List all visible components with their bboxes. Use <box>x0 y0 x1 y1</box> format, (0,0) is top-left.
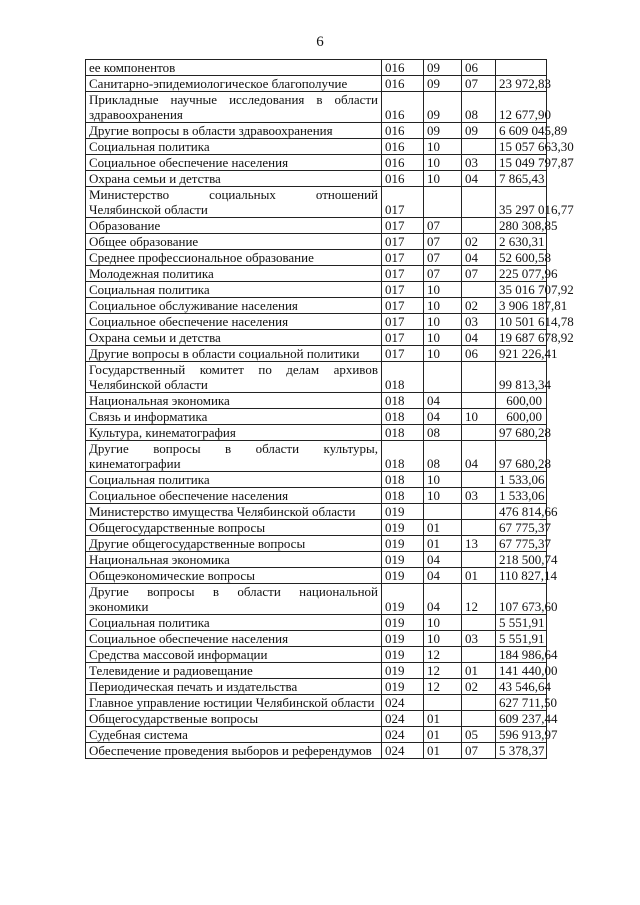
table-row <box>86 123 547 139</box>
table-row <box>86 346 547 362</box>
row-section: 10 <box>424 314 462 330</box>
row-amount: 43 546,64 <box>496 679 547 695</box>
row-code: 019 <box>382 615 424 631</box>
row-subsection: 08 <box>462 92 496 123</box>
table-row <box>86 727 547 743</box>
row-name: Социальная политика <box>86 472 382 488</box>
table-row <box>86 520 547 536</box>
row-name: Социальная политика <box>86 139 382 155</box>
row-section: 07 <box>424 234 462 250</box>
row-amount: 35 016 707,92 <box>496 282 547 298</box>
table-row <box>86 409 547 425</box>
row-amount: 67 775,37 <box>496 520 547 536</box>
row-name: Связь и информатика <box>86 409 382 425</box>
table-row <box>86 647 547 663</box>
row-code: 016 <box>382 76 424 92</box>
table-row <box>86 139 547 155</box>
row-section: 10 <box>424 330 462 346</box>
row-name: Другие общегосударственные вопросы <box>86 536 382 552</box>
row-name: Охрана семьи и детства <box>86 171 382 187</box>
row-section <box>424 187 462 218</box>
row-subsection: 01 <box>462 663 496 679</box>
row-section: 01 <box>424 520 462 536</box>
row-subsection: 09 <box>462 123 496 139</box>
table-row <box>86 743 547 759</box>
row-section: 10 <box>424 155 462 171</box>
row-subsection: 03 <box>462 631 496 647</box>
row-amount: 5 551,91 <box>496 615 547 631</box>
row-name: Социальное обслуживание населения <box>86 298 382 314</box>
row-name: Главное управление юстиции Челябинской области <box>86 695 382 711</box>
row-name: Обеспечение проведения выборов и референдумов <box>86 743 382 759</box>
row-name: Социальное обеспечение населения <box>86 631 382 647</box>
row-amount: 67 775,37 <box>496 536 547 552</box>
row-subsection: 12 <box>462 584 496 615</box>
row-section: 10 <box>424 282 462 298</box>
row-name: Судебная система <box>86 727 382 743</box>
row-section: 09 <box>424 76 462 92</box>
row-amount: 627 711,50 <box>496 695 547 711</box>
row-section: 08 <box>424 441 462 472</box>
table-row <box>86 584 547 615</box>
row-amount: 12 677,90 <box>496 92 547 123</box>
row-code: 018 <box>382 393 424 409</box>
row-name: Молодежная политика <box>86 266 382 282</box>
table-row <box>86 472 547 488</box>
row-code: 019 <box>382 568 424 584</box>
table-row <box>86 298 547 314</box>
row-section: 12 <box>424 647 462 663</box>
row-section: 01 <box>424 743 462 759</box>
row-code: 024 <box>382 711 424 727</box>
table-row <box>86 282 547 298</box>
row-amount: 596 913,97 <box>496 727 547 743</box>
row-section: 09 <box>424 123 462 139</box>
row-subsection: 04 <box>462 330 496 346</box>
row-name: Общегосударственные вопросы <box>86 520 382 536</box>
table-row <box>86 695 547 711</box>
row-subsection: 06 <box>462 60 496 76</box>
row-subsection <box>462 647 496 663</box>
row-amount: 609 237,44 <box>496 711 547 727</box>
row-name: ее компонентов <box>86 60 382 76</box>
row-name: Государственный комитет по делам архивов Челябинской области <box>86 362 382 393</box>
row-amount: 5 378,37 <box>496 743 547 759</box>
row-code: 017 <box>382 187 424 218</box>
row-amount: 99 813,34 <box>496 362 547 393</box>
row-subsection <box>462 218 496 234</box>
row-code: 016 <box>382 92 424 123</box>
row-code: 019 <box>382 536 424 552</box>
row-code: 017 <box>382 234 424 250</box>
row-section: 08 <box>424 425 462 441</box>
page-number: 6 <box>316 34 324 50</box>
row-section: 12 <box>424 679 462 695</box>
row-subsection: 04 <box>462 441 496 472</box>
row-subsection: 13 <box>462 536 496 552</box>
row-code: 017 <box>382 298 424 314</box>
row-subsection <box>462 139 496 155</box>
row-code: 016 <box>382 139 424 155</box>
row-section: 04 <box>424 393 462 409</box>
row-subsection: 01 <box>462 568 496 584</box>
budget-table <box>85 59 574 759</box>
row-amount: 280 308,85 <box>496 218 547 234</box>
row-subsection: 03 <box>462 488 496 504</box>
row-section: 10 <box>424 615 462 631</box>
row-amount: 19 687 678,92 <box>496 330 547 346</box>
row-code: 017 <box>382 218 424 234</box>
row-code: 017 <box>382 346 424 362</box>
row-code: 019 <box>382 663 424 679</box>
row-amount: 1 533,06 <box>496 472 547 488</box>
row-section: 01 <box>424 727 462 743</box>
row-name: Социальное обеспечение населения <box>86 155 382 171</box>
table-row <box>86 631 547 647</box>
row-code: 024 <box>382 695 424 711</box>
row-section: 09 <box>424 60 462 76</box>
row-code: 018 <box>382 472 424 488</box>
row-code: 017 <box>382 282 424 298</box>
row-name: Среднее профессиональное образование <box>86 250 382 266</box>
table-row <box>86 663 547 679</box>
row-amount: 921 226,41 <box>496 346 547 362</box>
row-amount: 110 827,14 <box>496 568 547 584</box>
row-amount: 52 600,58 <box>496 250 547 266</box>
budget-table-body <box>86 60 574 759</box>
table-row <box>86 171 547 187</box>
row-amount: 23 972,83 <box>496 76 547 92</box>
row-name: Социальное обеспечение населения <box>86 314 382 330</box>
row-name: Другие вопросы в области национальной экономики <box>86 584 382 615</box>
row-code: 018 <box>382 362 424 393</box>
row-name: Периодическая печать и издательства <box>86 679 382 695</box>
table-row <box>86 314 547 330</box>
table-row <box>86 615 547 631</box>
row-amount: 5 551,91 <box>496 631 547 647</box>
row-section <box>424 504 462 520</box>
row-subsection: 07 <box>462 266 496 282</box>
row-name: Социальное обеспечение населения <box>86 488 382 504</box>
row-code: 024 <box>382 743 424 759</box>
row-code: 019 <box>382 679 424 695</box>
row-amount: 97 680,28 <box>496 425 547 441</box>
row-amount: 184 986,64 <box>496 647 547 663</box>
row-section: 07 <box>424 266 462 282</box>
row-code: 018 <box>382 441 424 472</box>
table-row <box>86 536 547 552</box>
row-section: 10 <box>424 472 462 488</box>
row-amount: 10 501 614,78 <box>496 314 547 330</box>
table-row <box>86 187 547 218</box>
row-code: 016 <box>382 60 424 76</box>
row-subsection <box>462 425 496 441</box>
row-amount: 218 500,74 <box>496 552 547 568</box>
row-subsection: 02 <box>462 679 496 695</box>
row-subsection <box>462 520 496 536</box>
row-section: 12 <box>424 663 462 679</box>
row-name: Культура, кинематография <box>86 425 382 441</box>
row-name: Телевидение и радиовещание <box>86 663 382 679</box>
row-amount: 97 680,28 <box>496 441 547 472</box>
row-subsection <box>462 472 496 488</box>
row-code: 018 <box>382 409 424 425</box>
row-code: 016 <box>382 171 424 187</box>
row-subsection <box>462 362 496 393</box>
table-row <box>86 568 547 584</box>
table-row <box>86 488 547 504</box>
row-section: 10 <box>424 631 462 647</box>
row-name: Национальная экономика <box>86 552 382 568</box>
row-subsection: 07 <box>462 743 496 759</box>
table-row <box>86 60 547 76</box>
row-subsection <box>462 615 496 631</box>
row-amount: 600,00 <box>496 393 547 409</box>
row-name: Другие вопросы в области культуры, кинематографии <box>86 441 382 472</box>
row-name: Общеэкономические вопросы <box>86 568 382 584</box>
table-row <box>86 76 547 92</box>
row-amount: 3 906 187,81 <box>496 298 547 314</box>
row-name: Охрана семьи и детства <box>86 330 382 346</box>
row-section <box>424 695 462 711</box>
row-code: 017 <box>382 266 424 282</box>
row-subsection: 07 <box>462 76 496 92</box>
row-subsection <box>462 187 496 218</box>
row-name: Общее образование <box>86 234 382 250</box>
table-row <box>86 155 547 171</box>
row-amount: 7 865,43 <box>496 171 547 187</box>
row-section: 04 <box>424 552 462 568</box>
row-subsection: 04 <box>462 250 496 266</box>
row-amount: 107 673,60 <box>496 584 547 615</box>
row-subsection <box>462 552 496 568</box>
row-subsection: 05 <box>462 727 496 743</box>
row-section: 01 <box>424 536 462 552</box>
row-code: 016 <box>382 155 424 171</box>
row-amount: 15 049 797,87 <box>496 155 547 171</box>
row-subsection <box>462 711 496 727</box>
row-subsection <box>462 504 496 520</box>
row-amount: 225 077,96 <box>496 266 547 282</box>
row-subsection: 06 <box>462 346 496 362</box>
row-name: Другие вопросы в области здравоохранения <box>86 123 382 139</box>
table-row <box>86 266 547 282</box>
table-row <box>86 218 547 234</box>
row-code: 019 <box>382 631 424 647</box>
row-code: 018 <box>382 488 424 504</box>
row-subsection: 02 <box>462 298 496 314</box>
row-section: 07 <box>424 218 462 234</box>
row-code: 019 <box>382 647 424 663</box>
row-code: 019 <box>382 520 424 536</box>
table-row <box>86 425 547 441</box>
row-amount: 141 440,00 <box>496 663 547 679</box>
row-section: 07 <box>424 250 462 266</box>
row-amount: 600,00 <box>496 409 547 425</box>
table-row <box>86 234 547 250</box>
row-section: 04 <box>424 584 462 615</box>
row-name: Социальная политика <box>86 615 382 631</box>
row-amount: 15 057 663,30 <box>496 139 547 155</box>
row-code: 017 <box>382 330 424 346</box>
row-code: 017 <box>382 250 424 266</box>
row-name: Министерство социальных отношений Челябинской области <box>86 187 382 218</box>
row-name: Прикладные научные исследования в области здравоохранения <box>86 92 382 123</box>
row-section: 10 <box>424 298 462 314</box>
row-amount: 6 609 045,89 <box>496 123 547 139</box>
row-subsection <box>462 695 496 711</box>
row-section: 10 <box>424 488 462 504</box>
table-row <box>86 92 547 123</box>
row-code: 024 <box>382 727 424 743</box>
row-subsection: 04 <box>462 171 496 187</box>
row-subsection: 03 <box>462 155 496 171</box>
row-name: Средства массовой информации <box>86 647 382 663</box>
row-section: 01 <box>424 711 462 727</box>
row-section: 10 <box>424 139 462 155</box>
row-subsection: 03 <box>462 314 496 330</box>
row-amount: 2 630,31 <box>496 234 547 250</box>
row-name: Образование <box>86 218 382 234</box>
row-name: Другие вопросы в области социальной политики <box>86 346 382 362</box>
row-name: Общегосударственые вопросы <box>86 711 382 727</box>
table-row <box>86 330 547 346</box>
row-amount: 35 297 016,77 <box>496 187 547 218</box>
row-name: Национальная экономика <box>86 393 382 409</box>
table-row <box>86 552 547 568</box>
row-subsection <box>462 282 496 298</box>
row-section: 09 <box>424 92 462 123</box>
table-row <box>86 711 547 727</box>
row-code: 016 <box>382 123 424 139</box>
row-name: Санитарно-эпидемиологическое благополучие <box>86 76 382 92</box>
row-subsection: 02 <box>462 234 496 250</box>
row-section: 04 <box>424 409 462 425</box>
row-subsection <box>462 393 496 409</box>
row-code: 017 <box>382 314 424 330</box>
row-amount: 1 533,06 <box>496 488 547 504</box>
row-code: 019 <box>382 552 424 568</box>
row-name: Министерство имущества Челябинской области <box>86 504 382 520</box>
table-row <box>86 679 547 695</box>
table-row <box>86 362 547 393</box>
row-section: 10 <box>424 171 462 187</box>
row-code: 019 <box>382 584 424 615</box>
row-amount: 476 814,66 <box>496 504 547 520</box>
table-row <box>86 250 547 266</box>
row-amount <box>496 60 547 76</box>
row-section <box>424 362 462 393</box>
table-row <box>86 393 547 409</box>
table-row <box>86 504 547 520</box>
row-section: 04 <box>424 568 462 584</box>
row-name: Социальная политика <box>86 282 382 298</box>
row-section: 10 <box>424 346 462 362</box>
row-code: 019 <box>382 504 424 520</box>
row-code: 018 <box>382 425 424 441</box>
row-subsection: 10 <box>462 409 496 425</box>
table-row <box>86 441 547 472</box>
